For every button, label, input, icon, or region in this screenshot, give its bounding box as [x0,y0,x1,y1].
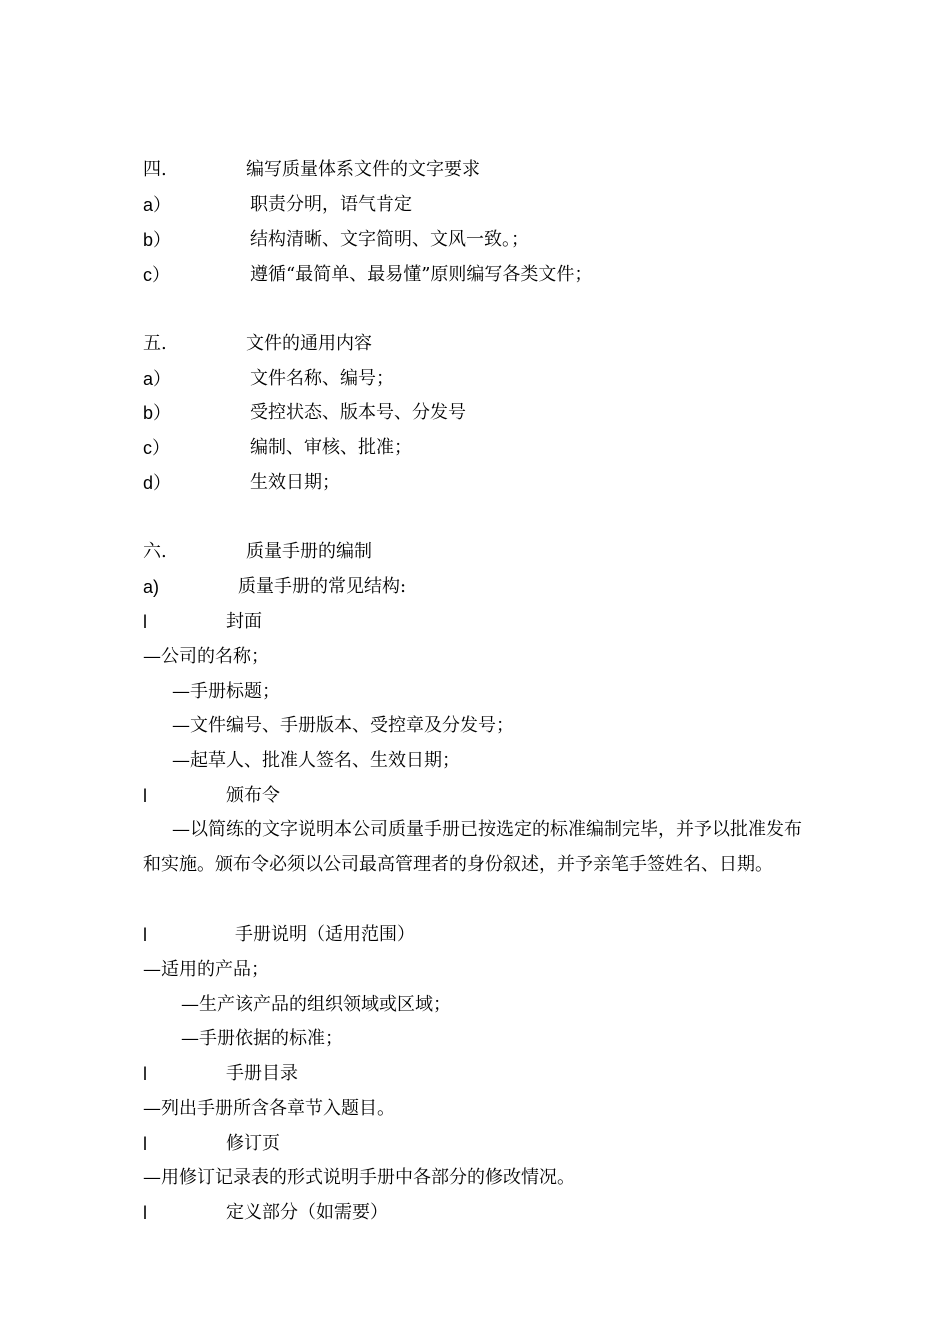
section-number: 四. [143,159,167,180]
bullet: l [143,1064,147,1084]
bullet: l [143,925,147,945]
bullet: l [143,612,147,632]
item-marker: c） [143,438,170,458]
line-text: —公司的名称； [143,646,269,667]
item-text: 职责分明，语气肯定 [250,194,412,215]
line-text: —手册依据的标准； [181,1028,343,1049]
item-text: 文件名称、编号； [250,368,394,389]
decree-paragraph: —以简练的文字说明本公司质量手册已按选定的标准编制完毕，并予以批准发布和实施。颁布令必须以公司最高管理者的身份叙述，并予亲笔手签姓名、日期。 [143,819,802,875]
item-marker: c） [143,265,170,285]
bullet: l [143,1134,147,1154]
line-text: —列出手册所含各章节入题目。 [143,1098,395,1119]
item-text: 结构清晰、文字简明、文风一致。； [250,229,529,250]
line-text: —适用的产品； [143,959,269,980]
item-marker: a） [143,369,172,389]
item-marker: a) [143,577,160,597]
line-text: —用修订记录表的形式说明手册中各部分的修改情况。 [143,1167,575,1188]
item-text: 遵循“最简单、最易懂”原则编写各类文件； [250,264,593,285]
bullet: l [143,1203,147,1223]
bullet: l [143,786,147,806]
line-text: —起草人、批准人签名、生效日期； [172,750,460,771]
structure-title: 手册目录 [226,1063,298,1084]
structure-title: 手册说明（适用范围） [235,924,415,945]
item-marker: b） [143,403,172,423]
section-number: 五. [143,333,167,354]
line-text: —生产该产品的组织领域或区域； [181,994,451,1015]
item-marker: a） [143,195,172,215]
section-title: 编写质量体系文件的文字要求 [246,159,480,180]
item-marker: b） [143,230,172,250]
section-title: 文件的通用内容 [246,333,372,354]
section-title: 质量手册的编制 [246,541,372,562]
item-marker: d） [143,473,172,493]
item-text: 编制、审核、批准； [250,437,412,458]
line-text: —文件编号、手册版本、受控章及分发号； [172,715,514,736]
structure-title: 颁布令 [226,785,280,806]
line-text: —手册标题； [172,681,280,702]
structure-title: 定义部分（如需要） [226,1202,388,1223]
item-text: 生效日期； [250,472,340,493]
section-number: 六. [143,541,167,562]
item-text: 受控状态、版本号、分发号 [250,402,466,423]
structure-title: 修订页 [226,1133,280,1154]
item-text: 质量手册的常见结构: [238,576,407,597]
structure-title: 封面 [226,611,262,632]
